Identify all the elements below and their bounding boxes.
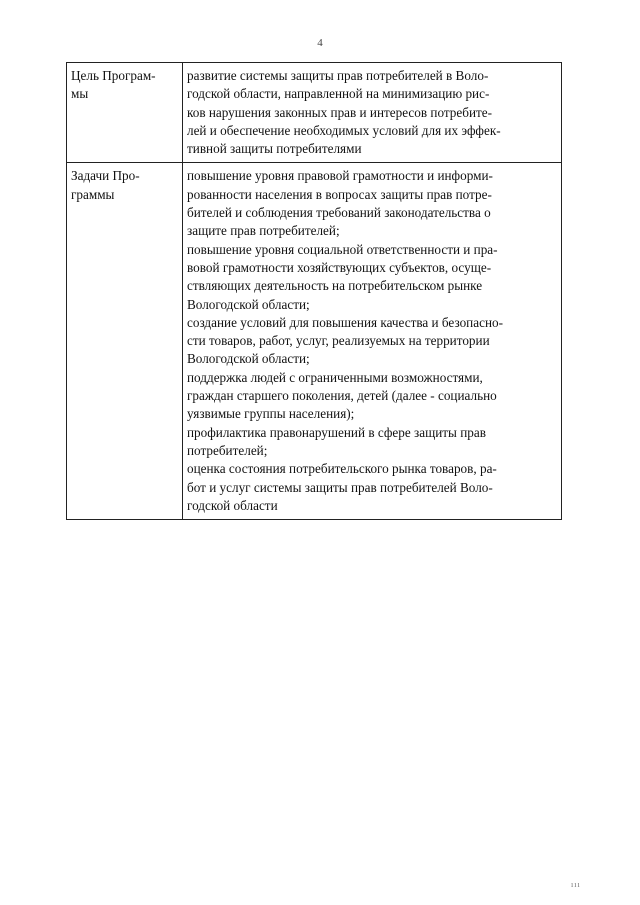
tasks-text-line: рованности населения в вопросах защиты прав потре- bbox=[187, 186, 492, 202]
goal-label-cell bbox=[67, 63, 183, 163]
tasks-text-line: повышение уровня правовой грамотности и информи- bbox=[187, 168, 493, 184]
tasks-text-line: оценка состояния потребительского рынка товаров, ра- bbox=[187, 461, 497, 477]
tasks-text-line: сти товаров, работ, услуг, реализуемых на территории bbox=[187, 333, 490, 349]
tasks-text-line: бот и услуг системы защиты прав потребителей Воло- bbox=[187, 479, 493, 495]
tasks-text-line: уязвимые группы населения); bbox=[187, 406, 355, 422]
tasks-text-line: поддержка людей с ограниченными возможностями, bbox=[187, 369, 483, 385]
goal-text-line: ков нарушения законных прав и интересов потребите- bbox=[187, 104, 493, 120]
goal-label-line: Цель Програм- bbox=[71, 68, 156, 83]
tasks-text-line: Вологодской области; bbox=[187, 351, 310, 367]
tasks-text-line: повышение уровня социальной ответственности и пра- bbox=[187, 241, 498, 257]
tasks-label-line: граммы bbox=[71, 186, 115, 202]
table-row-tasks bbox=[67, 163, 562, 520]
tasks-text-line: ствляющих деятельность на потребительском рынке bbox=[187, 278, 483, 294]
tasks-text-line: бителей и соблюдения требований законодательства о bbox=[187, 205, 491, 221]
tasks-text-line: граждан старшего поколения, детей (далее - социально bbox=[187, 388, 497, 404]
tasks-text-line: защите прав потребителей; bbox=[187, 223, 340, 239]
tasks-text-line: Вологодской области; bbox=[187, 296, 310, 312]
scan-mark: ııı bbox=[571, 880, 581, 889]
goal-content-cell bbox=[183, 63, 562, 163]
goal-text-line: тивной защиты потребителями bbox=[187, 141, 362, 157]
program-passport-table bbox=[66, 62, 562, 520]
table-row-goal bbox=[67, 63, 562, 163]
tasks-text-line: создание условий для повышения качества и безопасно- bbox=[187, 314, 503, 330]
tasks-label-cell bbox=[67, 163, 183, 520]
tasks-content-cell bbox=[183, 163, 562, 520]
tasks-text-line: годской области bbox=[187, 497, 278, 513]
tasks-text-line: профилактика правонарушений в сфере защиты прав bbox=[187, 424, 486, 440]
goal-label-line: мы bbox=[71, 86, 89, 102]
tasks-label-line: Задачи Про- bbox=[71, 168, 140, 184]
goal-text-line: лей и обеспечение необходимых условий для их эффек- bbox=[187, 122, 501, 138]
goal-text-line: развитие системы защиты прав потребителей в Воло- bbox=[187, 68, 489, 83]
tasks-text-line: потребителей; bbox=[187, 442, 268, 458]
goal-text-line: годской области, направленной на минимизацию рис- bbox=[187, 86, 490, 102]
page-number: 4 bbox=[317, 37, 323, 49]
tasks-text-line: вовой грамотности хозяйствующих субъектов, осуще- bbox=[187, 259, 492, 275]
